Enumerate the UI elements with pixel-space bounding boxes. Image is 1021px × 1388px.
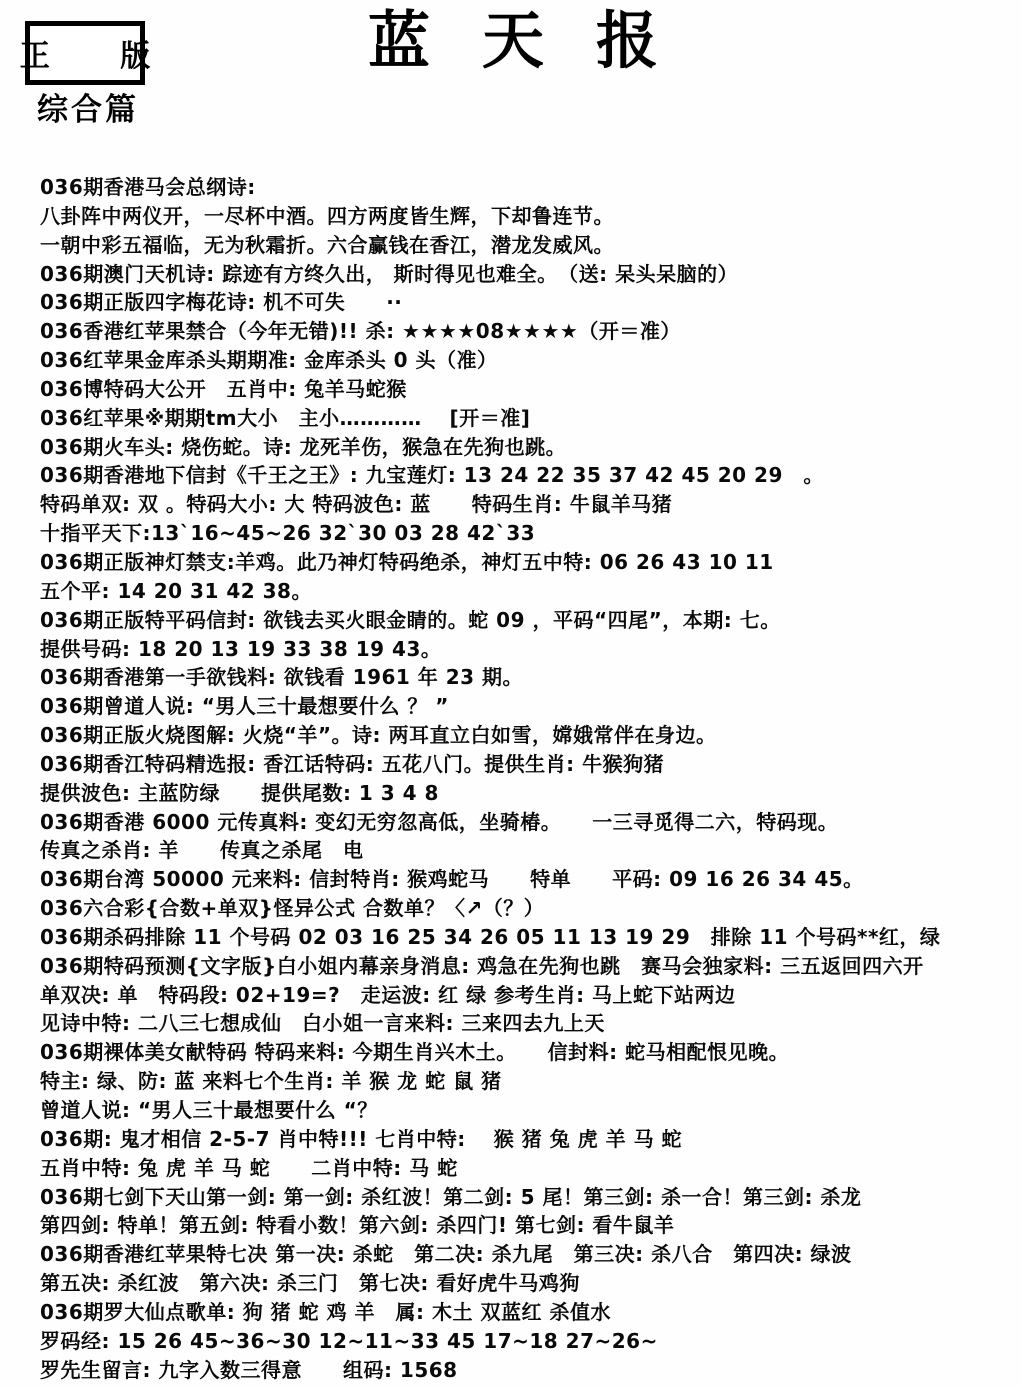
report-line: 特码单双: 双 。特码大小: 大 特码波色: 蓝 特码生肖: 牛鼠羊马猪 — [40, 492, 673, 517]
report-line: 单双决: 单 特码段: 02+19=? 走运波: 红 绿 参考生肖: 马上蛇下站两边 — [40, 982, 736, 1007]
report-line: 五肖中特: 兔 虎 羊 马 蛇 二肖中特: 马 蛇 — [40, 1155, 458, 1180]
report-line: 五个平: 14 20 31 42 38。 — [40, 578, 312, 603]
report-line: 第五决: 杀红波 第六决: 杀三门 第七决: 看好虎牛马鸡狗 — [40, 1271, 580, 1296]
section-title: 综合篇 — [37, 92, 139, 128]
report-line: 曾道人说: “男人三十最想要什么 “？ — [40, 1098, 378, 1122]
report-line: 036期七剑下天山第一剑: 第一剑: 杀红波！第二剑: 5 尾！第三剑: 杀一合！第三剑: 杀龙 — [40, 1184, 862, 1209]
report-line: 036期罗大仙点歌单: 狗 猪 蛇 鸡 羊 属: 木土 双蓝红 杀值水 — [40, 1299, 611, 1324]
report-line: 特主: 绿、防: 蓝 来料七个生肖: 羊 猴 龙 蛇 鼠 猪 — [40, 1069, 502, 1094]
report-line: 036期曾道人说: “男人三十最想要什么 ？ ” — [40, 694, 449, 719]
report-line: 八卦阵中两仪开，一尽杯中酒。四方两度皆生辉，下却鲁连节。 — [40, 203, 614, 228]
report-line: 036期香江特码精选报: 香江话特码: 五花八门。提供生肖: 牛猴狗猪 — [40, 751, 665, 776]
page-title: 蓝天报 — [368, 4, 711, 77]
report-line: 036期香港马会总纲诗: — [40, 175, 256, 199]
report-line: 036期正版神灯禁支:羊鸡。此乃神灯特码绝杀，神灯五中特: 06 26 43 10 11 — [40, 549, 774, 574]
report-line: 036期香港第一手欲钱料: 欲钱看 1961 年 23 期。 — [40, 665, 524, 690]
authentic-badge — [19, 21, 181, 85]
report-line: 传真之杀肖: 羊 传真之杀尾 电 — [40, 838, 364, 863]
report-line: 036博特码大公开 五肖中: 兔羊马蛇猴 — [40, 376, 407, 401]
report-line: 036期裸体美女献特码 特码来料: 今期生肖兴木土。 信封料: 蛇马相配恨见晚。 — [40, 1040, 790, 1065]
report-line: 036期台湾 50000 元来料: 信封特肖: 猴鸡蛇马 特单 平码: 09 16 26 34 45。 — [40, 867, 864, 892]
report-line: 036期正版四字梅花诗: 机不可失 ·· — [40, 290, 403, 315]
report-line: 036红苹果金库杀头期期准: 金库杀头 0 头（准） — [40, 348, 498, 373]
report-line: 036六合彩{合数+单双}怪异公式 合数单？〈↗（？） — [40, 896, 545, 921]
report-line: 036期杀码排除 11 个号码 02 03 16 25 34 26 05 11 13 19 29 排除 11 个号码**红，绿 — [40, 924, 941, 949]
authentic-badge-label: 正 版 — [19, 39, 181, 74]
report-line: 036期香港地下信封《千王之王》: 九宝莲灯: 13 24 22 35 37 42 45 20 29 。 — [40, 463, 824, 488]
report-line: 036期正版火烧图解: 火烧“羊”。诗: 两耳直立白如雪，嫦娥常伴在身边。 — [40, 723, 717, 748]
report-line: 036期火车头: 烧伤蛇。诗: 龙死羊伤，猴急在先狗也跳。 — [40, 434, 567, 459]
report-line: 罗码经: 15 26 45~36~30 12~11~33 45 17~18 27~26~ — [40, 1328, 658, 1353]
report-line: 提供波色: 主蓝防绿 提供尾数: 1 3 4 8 — [40, 780, 439, 805]
report-line: 036期香港红苹果特七决 第一决: 杀蛇 第二决: 杀九尾 第三决: 杀八合 第四决: 绿波 — [40, 1242, 852, 1267]
report-line: 见诗中特: 二八三七想成仙 白小姐一言来料: 三来四去九上天 — [40, 1011, 605, 1036]
report-line: 036期香港 6000 元传真料: 变幻无穷忽高低，坐骑椿。 一三寻觅得二六，特码现。 — [40, 809, 839, 834]
report-line: 罗先生留言: 九字入数三得意 组码: 1568 — [40, 1357, 458, 1382]
report-lines — [40, 173, 1005, 1384]
report-line: 第四剑: 特单！第五剑: 特看小数！第六剑: 杀四门! 第七剑: 看牛鼠羊 — [40, 1213, 675, 1238]
report-line: 十指平天下:13`16~45~26 32`30 03 28 42`33 — [40, 521, 536, 546]
report-line: 036期澳门天机诗: 踪迹有方终久出， 斯时得见也难全。 （送: 呆头呆脑的） — [40, 261, 739, 286]
report-line: 036香港红苹果禁合（今年无错)!! 杀: ★★★★08★★★★（开＝准） — [40, 319, 681, 344]
report-line: 提供号码: 18 20 13 19 33 38 19 43。 — [40, 636, 442, 661]
report-line: 036期正版特平码信封: 欲钱去买火眼金睛的。蛇 09 ，平码“四尾”，本期: 七。 — [40, 607, 781, 632]
report-line: 一朝中彩五福临，无为秋霜折。六合赢钱在香江，潜龙发威风。 — [40, 232, 614, 257]
report-line: 036期: 鬼才相信 2-5-7 肖中特!!! 七肖中特: 猴 猪 兔 虎 羊 马 蛇 — [40, 1126, 683, 1151]
report-line: 036红苹果※期期tm大小 主小………… [开＝准] — [40, 405, 531, 430]
report-line: 036期特码预测{文字版}白小姐内幕亲身消息: 鸡急在先狗也跳 赛马会独家料: 三五返回四六开 — [40, 953, 924, 978]
